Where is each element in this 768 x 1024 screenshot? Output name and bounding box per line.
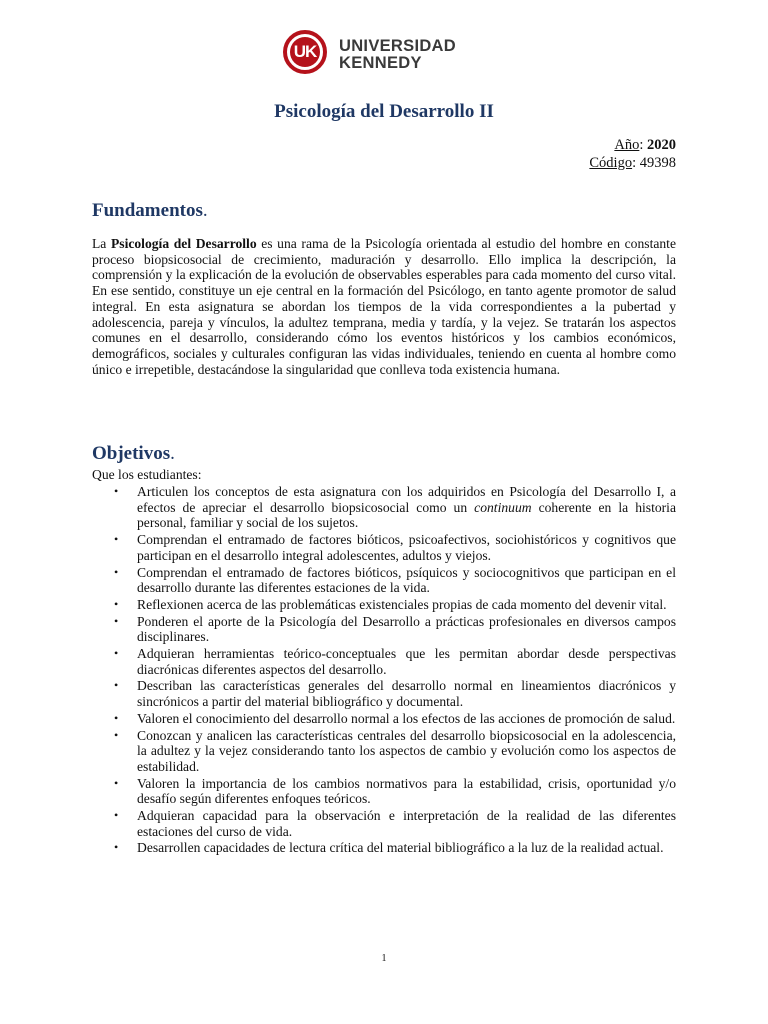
bullet-icon: • (114, 710, 119, 725)
list-item-text: Comprendan el entramado de factores bióticos, psíquicos y sociocognitivos que participan en el desarrollo durante las diferentes estaciones de la vida. (137, 564, 676, 596)
list-item (92, 614, 676, 645)
list-item (92, 597, 676, 613)
document-title: Psicología del Desarrollo II (274, 101, 494, 122)
bullet-icon: • (114, 532, 119, 547)
list-item (92, 728, 676, 775)
year-row: Año: 2020 (614, 137, 676, 153)
university-logo (283, 28, 523, 86)
list-item-text: Reflexionen acerca de las problemáticas existenciales propias de cada momento del devenir vital. (137, 596, 667, 612)
bullet-icon: • (114, 775, 119, 790)
code-value: 49398 (639, 155, 676, 171)
bullet-icon: • (114, 613, 119, 628)
logo-line-2: KENNEDY (339, 54, 422, 72)
code-row: Código: 49398 (589, 155, 676, 171)
list-item (92, 646, 676, 677)
list-item (92, 776, 676, 807)
bullet-icon: • (114, 484, 119, 498)
objetivos-heading: Objetivos. (92, 443, 175, 464)
list-item-text: Articulen los conceptos de esta asignatura con los adquiridos en Psicología del Desarrollo I, a efectos de apreciar el desarrollo biopsicosocial como un (137, 484, 676, 515)
list-item (92, 678, 676, 709)
list-item-text: Conozcan y analicen las características centrales del desarrollo biopsicosocial en la adolescencia, la adultez y la vejez considerando tanto los aspectos de cambio y evolución como los aspectos de estabilidad. (137, 727, 676, 774)
bullet-icon: • (114, 727, 119, 742)
bullet-icon: • (114, 646, 119, 661)
list-item (92, 532, 676, 563)
fundamentos-text-bold: Psicología del Desarrollo (110, 236, 257, 251)
logo-wordmark (339, 38, 456, 72)
fundamentos-text-start: La (92, 236, 111, 251)
list-item-text: Ponderen el aporte de la Psicología del Desarrollo a prácticas profesionales en diversos campos disciplinares. (137, 613, 676, 645)
list-item (92, 484, 676, 531)
bullet-icon: • (114, 808, 119, 823)
bullet-icon: • (114, 678, 119, 693)
list-item-text: Describan las características generales del desarrollo normal en lineamientos diacrónicos y sincrónicos a partir del material bibliográfico y documental. (137, 678, 676, 710)
list-item-text: Valoren la importancia de los cambios normativos para la estabilidad, crisis, oportunidad y/o desafío según diferentes enfoques teóricos. (137, 775, 676, 807)
list-item-text: Adquieran herramientas teórico-conceptuales que les permitan abordar desde perspectivas diacrónicas diferentes aspectos del desarrollo. (137, 646, 676, 677)
list-item (92, 711, 676, 727)
list-item (92, 565, 676, 596)
list-item (92, 840, 676, 856)
year-value: 2020 (647, 137, 676, 153)
page-number: 1 (381, 953, 387, 964)
logo-mark: UK (290, 37, 320, 67)
logo-line-1: UNIVERSIDAD (339, 37, 456, 55)
code-label: Código (589, 155, 633, 171)
objetivos-heading-text: Objetivos (92, 443, 171, 464)
fundamentos-heading: Fundamentos. (92, 200, 208, 221)
list-item (92, 808, 676, 839)
list-item-emphasis: continuum (474, 499, 532, 515)
uk-emblem-icon (283, 30, 327, 74)
fundamentos-text-rest: es una rama de la Psicología orientada al estudio del hombre en constante proceso biopsicosocial de crecimiento, maduración y desarrollo. Ello implica la descripción, la comprensión y la explicación de la evolución de observables esperables para cada momento del curso vital. En ese sentido, constituye un eje central en la formación del Psicólogo, en tanto agente promotor de salud integral. En esta asignatura se abordan los tiempos de la vida correspondientes a la pubertad y adolescencia, pareja y vínculos, la adultez temprana, media y tardía, y la vejez. Se tratarán los aspectos comunes en el desarrollo, considerando cómo los eventos históricos y los cambios económicos, demográficos, sociales y culturales configuran las vidas individuales, teniendo en cuenta al hombre como único e irrepetible, destacándose la singularidad que conlleva toda existencia humana. (92, 236, 676, 377)
objetivos-list (92, 484, 676, 857)
list-item-text: Desarrollen capacidades de lectura crítica del material bibliográfico a la luz de la realidad actual. (137, 840, 664, 856)
bullet-icon: • (114, 596, 119, 611)
objetivos-intro: Que los estudiantes: (92, 467, 202, 482)
list-item-text: Valoren el conocimiento del desarrollo normal a los efectos de las acciones de promoción de salud. (137, 710, 676, 726)
course-meta (589, 136, 676, 172)
fundamentos-paragraph (92, 236, 676, 377)
fundamentos-heading-text: Fundamentos (92, 200, 203, 221)
bullet-icon: • (114, 564, 119, 579)
list-item-text: Adquieran capacidad para la observación e interpretación de la realidad de las diferentes estaciones del curso de vida. (137, 808, 676, 839)
year-label: Año (614, 137, 640, 153)
bullet-icon: • (114, 840, 119, 855)
list-item-text: Comprendan el entramado de factores bióticos, psicoafectivos, sociohistóricos y cognitivos que participan en el desarrollo integral adolescentes, adultos y viejos. (137, 532, 676, 563)
list-item-text: coherente en la historia personal, familiar y social de los sujetos. (137, 499, 676, 531)
